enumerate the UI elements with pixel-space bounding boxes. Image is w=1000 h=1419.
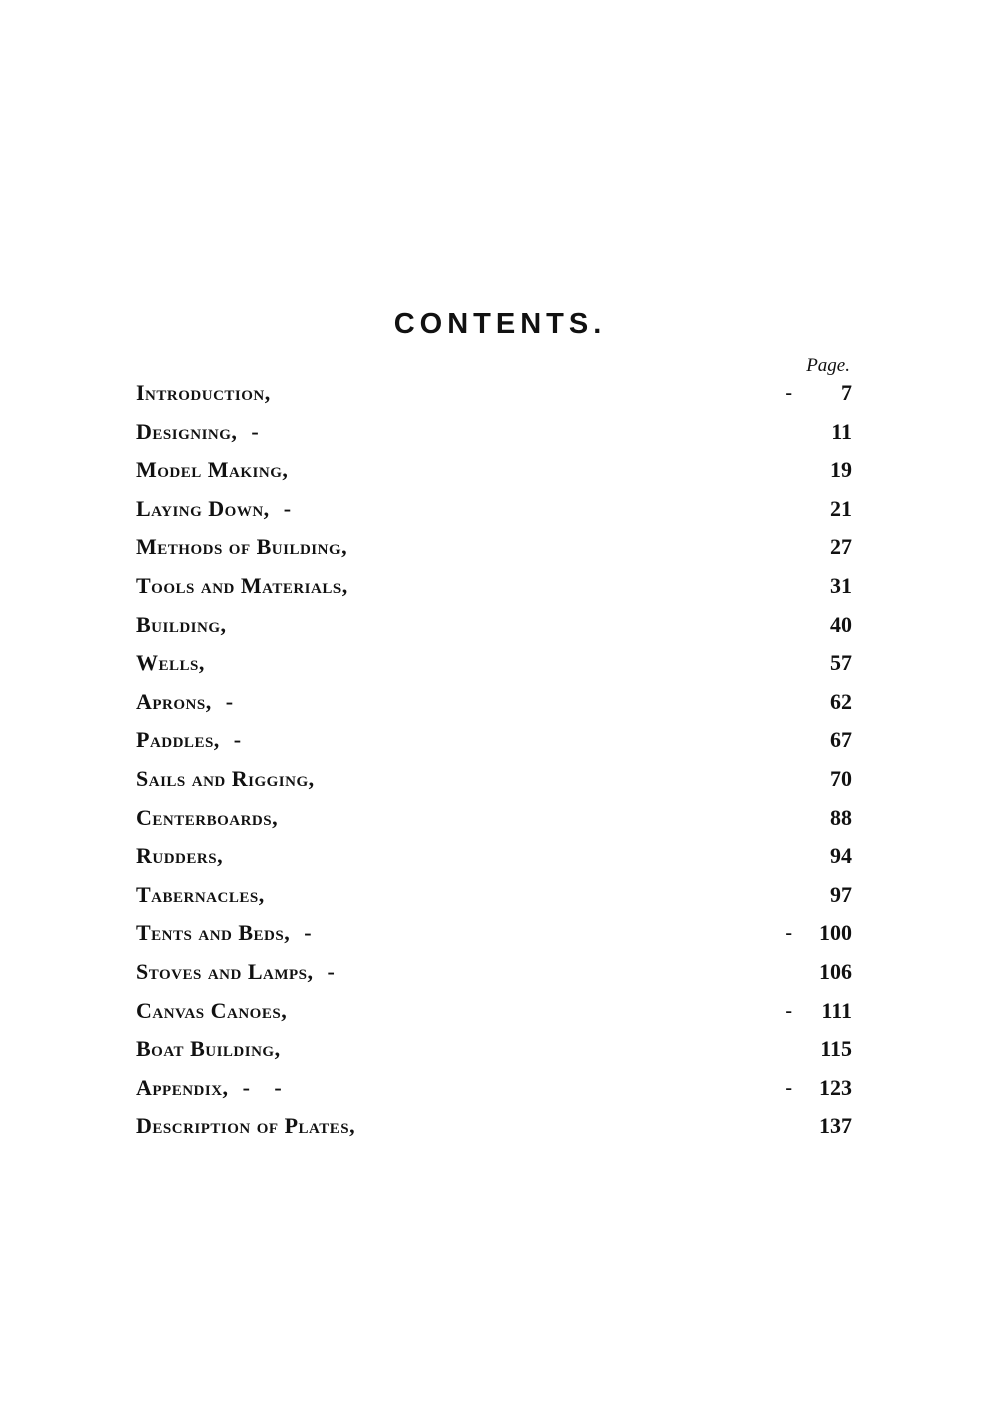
toc-entry-title-text: Canvas Canoes, xyxy=(136,997,288,1023)
toc-entry xyxy=(136,876,852,915)
toc-entry-title xyxy=(136,1069,282,1108)
toc-entry xyxy=(136,953,852,992)
toc-entry-dash: - xyxy=(327,958,336,984)
toc-entry-title xyxy=(136,451,302,490)
toc-entry-leader: - xyxy=(785,922,792,945)
toc-entry-leader: - xyxy=(785,999,792,1022)
toc-entry-title-text: Paddles, xyxy=(136,727,220,753)
toc-entry-page-number: 88 xyxy=(830,804,852,830)
toc-entry-page-number: 21 xyxy=(830,495,852,521)
toc-entry-title-text: Rudders, xyxy=(136,843,224,869)
toc-entry-title-text: Tents and Beds, xyxy=(136,920,291,946)
toc-entry xyxy=(136,1107,852,1146)
toc-entry-title xyxy=(136,760,329,799)
toc-entry-title-text: Sails and Rigging, xyxy=(136,765,315,791)
toc-entry-title xyxy=(136,953,335,992)
toc-entry xyxy=(136,606,852,645)
toc-entry-page-number: 31 xyxy=(830,572,852,598)
toc-entry-leader: - xyxy=(785,1076,792,1099)
toc-entry-page-number: 57 xyxy=(830,650,852,676)
toc-entry-dash: - xyxy=(304,920,313,946)
toc-entry-title xyxy=(136,837,237,876)
toc-entry-title xyxy=(136,992,301,1031)
toc-entry xyxy=(136,1069,852,1108)
toc-entry-title xyxy=(136,1107,369,1146)
toc-entry-page-number: 19 xyxy=(830,457,852,483)
toc-entry-page-number: 27 xyxy=(830,534,852,560)
toc-entry-page-number: 94 xyxy=(830,843,852,869)
toc-entry-title xyxy=(136,721,242,760)
toc-entry-dash: - xyxy=(283,495,292,521)
toc-entry-title-text: Building, xyxy=(136,611,227,637)
toc-entry-title xyxy=(136,528,361,567)
toc-entry xyxy=(136,567,852,606)
toc-entry-title xyxy=(136,606,241,645)
toc-entry xyxy=(136,992,852,1031)
toc-entry-title-text: Description of Plates, xyxy=(136,1113,356,1139)
toc-entry xyxy=(136,799,852,838)
toc-entry xyxy=(136,644,852,683)
toc-entry xyxy=(136,1030,852,1069)
toc-entry-page-number: 40 xyxy=(830,611,852,637)
toc-entry-title xyxy=(136,413,259,452)
toc-entry-page-number: 137 xyxy=(819,1113,852,1139)
toc-entry-title xyxy=(136,683,234,722)
toc-entry-page-number: 11 xyxy=(831,418,852,444)
toc-entry-title xyxy=(136,799,292,838)
toc-entry-title xyxy=(136,914,312,953)
toc-entry-page-number: 111 xyxy=(821,997,852,1023)
toc-entry xyxy=(136,837,852,876)
toc-entry xyxy=(136,374,852,413)
toc-entry-title-text: Methods of Building, xyxy=(136,534,348,560)
toc-entry xyxy=(136,413,852,452)
toc-entry-page-number: 106 xyxy=(819,958,852,984)
toc-entry xyxy=(136,721,852,760)
toc-entry-title-text: Tabernacles, xyxy=(136,881,265,907)
toc-entry-page-number: 123 xyxy=(819,1074,852,1100)
toc-entry-title xyxy=(136,876,279,915)
toc-entry xyxy=(136,760,852,799)
page-title: CONTENTS. xyxy=(393,308,607,340)
toc-entry-title-text: Wells, xyxy=(136,650,205,676)
toc-entry-page-number: 97 xyxy=(830,881,852,907)
toc-entry-title-text: Laying Down, xyxy=(136,495,270,521)
toc-entry-page-number: 62 xyxy=(830,688,852,714)
toc-entry-dash: - - xyxy=(242,1074,283,1100)
table-of-contents xyxy=(136,374,852,1146)
toc-entry-title-text: Tools and Materials, xyxy=(136,572,348,598)
toc-entry-title-text: Model Making, xyxy=(136,457,289,483)
toc-entry-title xyxy=(136,567,362,606)
toc-entry xyxy=(136,451,852,490)
toc-entry-leader: - xyxy=(785,382,792,404)
toc-entry-page-number: 115 xyxy=(820,1036,852,1062)
toc-entry xyxy=(136,683,852,722)
toc-entry-title xyxy=(136,374,285,413)
toc-entry-title-text: Boat Building, xyxy=(136,1036,281,1062)
toc-entry xyxy=(136,528,852,567)
toc-entry-title-text: Stoves and Lamps, xyxy=(136,958,314,984)
toc-entry-title xyxy=(136,490,292,529)
toc-entry-dash: - xyxy=(225,688,234,714)
toc-entry-title-text: Appendix, xyxy=(136,1074,229,1100)
toc-entry-title-text: Introduction, xyxy=(136,380,271,405)
toc-entry-title xyxy=(136,644,219,683)
toc-entry-dash: - xyxy=(233,727,242,753)
toc-entry-title-text: Aprons, xyxy=(136,688,212,714)
toc-entry-page-number: 70 xyxy=(830,765,852,791)
toc-entry-page-number: 67 xyxy=(830,727,852,753)
toc-entry-page-number: 7 xyxy=(841,380,852,405)
toc-entry-page-number: 100 xyxy=(819,920,852,946)
toc-entry-title-text: Designing, xyxy=(136,418,238,444)
toc-entry xyxy=(136,490,852,529)
toc-entry xyxy=(136,914,852,953)
page-column-label: Page. xyxy=(806,355,850,376)
toc-entry-dash: - xyxy=(251,418,260,444)
toc-entry-title xyxy=(136,1030,295,1069)
toc-entry-title-text: Centerboards, xyxy=(136,804,279,830)
